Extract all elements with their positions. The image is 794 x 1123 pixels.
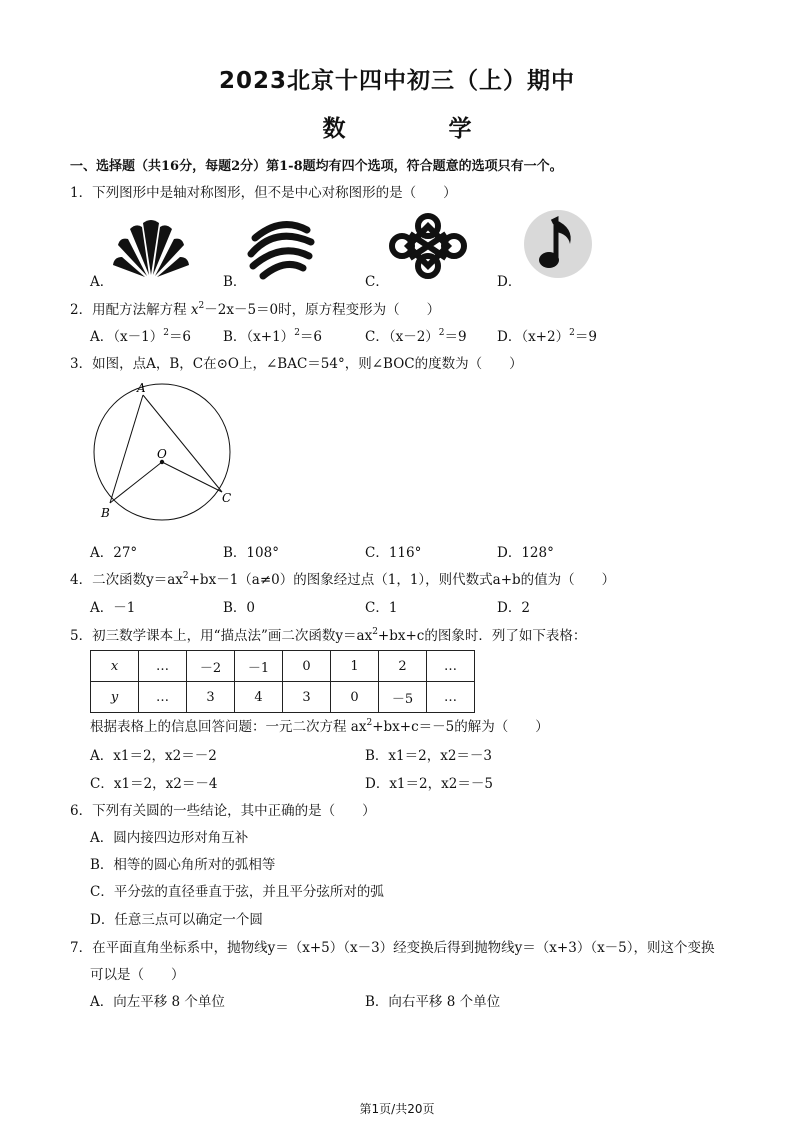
q6-option-d[interactable]: D．任意三点可以确定一个圆 bbox=[90, 912, 263, 928]
q2-option-c[interactable]: C．$(x-2)^2=9$ bbox=[365, 328, 467, 345]
q3-option-b[interactable]: B．108° bbox=[223, 545, 279, 561]
q2-exponent: 2 bbox=[198, 301, 205, 311]
q5-follow-up: 根据表格上的信息回答问题：一元二次方程 $ax^2+bx+c=-5$的解为（ ） bbox=[90, 718, 549, 735]
q5-option-c[interactable]: C．x1＝2，x2＝－4 bbox=[90, 776, 218, 792]
q1-stem: 1．下列图形中是轴对称图形，但不是中心对称图形的是（ ） bbox=[70, 185, 457, 201]
q2-stem-text-2: －2x－5＝0时，原方程变形为（ ） bbox=[204, 302, 441, 318]
label-o: O bbox=[157, 447, 167, 461]
circle-diagram bbox=[88, 378, 244, 522]
q7-option-b[interactable]: B．向右平移 8 个单位 bbox=[365, 994, 501, 1010]
q2-stem-text: 2．用配方法解方程 bbox=[70, 302, 191, 318]
value-table bbox=[90, 650, 475, 713]
q5-option-a[interactable]: A．x1＝2，x2＝－2 bbox=[90, 748, 217, 764]
q2-option-b[interactable]: B．$(x+1)^2=6$ bbox=[223, 328, 323, 345]
q5-option-b[interactable]: B．x1＝2，x2＝－3 bbox=[365, 748, 493, 764]
table-cell: … bbox=[427, 682, 475, 713]
q1-option-c[interactable]: C． bbox=[365, 274, 389, 290]
china-mobile-logo-icon bbox=[245, 212, 317, 282]
q7-stem-line1: 7．在平面直角坐标系中，抛物线y＝（x+5）（x－3）经变换后得到抛物线y＝（x+3）（x－5），则这个变换 bbox=[70, 940, 715, 956]
q6-stem: 6．下列有关圆的一些结论，其中正确的是（ ） bbox=[70, 803, 376, 819]
q2-variable: x bbox=[190, 302, 199, 318]
table-cell: … bbox=[139, 651, 187, 682]
table-cell: … bbox=[139, 682, 187, 713]
table-cell: 2 bbox=[379, 651, 427, 682]
section-heading: 一、选择题（共16分，每题2分）第1-8题均有四个选项，符合题意的选项只有一个。 bbox=[70, 159, 563, 174]
q1-option-a[interactable]: A． bbox=[90, 274, 114, 290]
q4-option-b[interactable]: B．0 bbox=[223, 600, 256, 616]
table-row-y bbox=[91, 682, 475, 713]
q5-stem: 5．初三数学课本上，用“描点法”画二次函数$y=ax^2+bx+c$的图象时．列了如下表格： bbox=[70, 627, 587, 644]
table-row-x bbox=[91, 651, 475, 682]
q2-option-a[interactable]: A．$(x-1)^2=6$ bbox=[90, 328, 192, 345]
table-cell: 3 bbox=[187, 682, 235, 713]
subject-title: 数 学 bbox=[322, 116, 512, 142]
q6-option-c[interactable]: C．平分弦的直径垂直于弦，并且平分弦所对的弧 bbox=[90, 884, 384, 900]
q3-stem: 3．如图，点A，B，C在⊙O上，∠BAC＝54°，则∠BOC的度数为（ ） bbox=[70, 356, 523, 372]
q3-option-a[interactable]: A．27° bbox=[90, 545, 138, 561]
q3-option-c[interactable]: C．116° bbox=[365, 545, 422, 561]
label-c: C bbox=[222, 491, 232, 505]
q1-option-d[interactable]: D． bbox=[497, 274, 522, 290]
segment-ac bbox=[143, 395, 222, 492]
q2-stem bbox=[70, 298, 440, 318]
q3-option-d[interactable]: D．128° bbox=[497, 545, 554, 561]
q5-option-d[interactable]: D．x1＝2，x2＝－5 bbox=[365, 776, 493, 792]
music-note-icon bbox=[522, 208, 594, 280]
table-cell: 1 bbox=[331, 651, 379, 682]
table-cell: －2 bbox=[187, 651, 235, 682]
table-cell: －1 bbox=[235, 651, 283, 682]
table-cell: 3 bbox=[283, 682, 331, 713]
q7-stem-line2: 可以是（ ） bbox=[90, 967, 185, 983]
q4-option-a[interactable]: A．－1 bbox=[90, 600, 136, 616]
q4-stem: 4．二次函数$y=ax^2+bx-1(a\ne 0)$的图象经过点（1，1），则代数式a+b的值为（ ） bbox=[70, 571, 616, 588]
label-b: B bbox=[101, 506, 110, 520]
q2-option-d[interactable]: D．$(x+2)^2=9$ bbox=[497, 328, 597, 345]
segment-oc bbox=[162, 462, 222, 492]
table-cell: 4 bbox=[235, 682, 283, 713]
q4-option-d[interactable]: D．2 bbox=[497, 600, 530, 616]
q6-option-b[interactable]: B．相等的圆心角所对的弧相等 bbox=[90, 857, 276, 873]
q1-option-b[interactable]: B． bbox=[223, 274, 247, 290]
label-a: A bbox=[137, 381, 146, 395]
segment-ab bbox=[110, 395, 143, 503]
china-unicom-knot-icon bbox=[388, 212, 468, 280]
table-cell: －5 bbox=[379, 682, 427, 713]
table-cell: 0 bbox=[283, 651, 331, 682]
q4-option-c[interactable]: C．1 bbox=[365, 600, 398, 616]
huawei-logo-icon bbox=[110, 215, 192, 279]
table-cell: … bbox=[427, 651, 475, 682]
table-cell: x bbox=[91, 651, 139, 682]
segment-ob bbox=[110, 462, 162, 503]
table-cell: y bbox=[91, 682, 139, 713]
page-title: 2023北京十四中初三（上）期中 bbox=[218, 68, 575, 94]
table-cell: 0 bbox=[331, 682, 379, 713]
q6-option-a[interactable]: A．圆内接四边形对角互补 bbox=[90, 830, 249, 846]
q7-option-a[interactable]: A．向左平移 8 个单位 bbox=[90, 994, 225, 1010]
page-footer: 第1页/共20页 bbox=[359, 1102, 435, 1116]
